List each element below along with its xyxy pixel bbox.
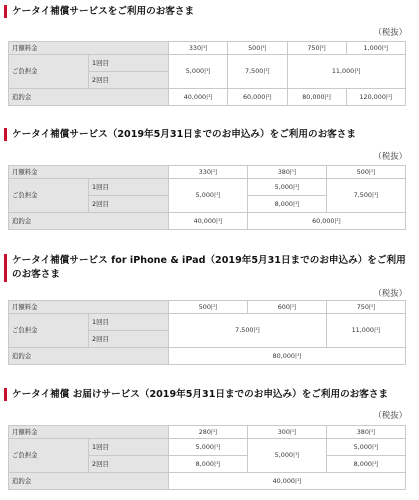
monthly-fee-value: 330円 bbox=[169, 166, 248, 179]
tax-note: （税抜） bbox=[373, 151, 407, 161]
monthly-fee-value: 1,000円 bbox=[346, 42, 405, 55]
fee-table bbox=[8, 425, 406, 490]
second-time-label: 2回目 bbox=[89, 456, 169, 473]
monthly-fee-value: 500円 bbox=[228, 42, 287, 55]
burden-fee-label: ご負担金 bbox=[9, 439, 89, 473]
additional-fee-value: 40,000円 bbox=[169, 89, 228, 106]
additional-fee-label: 追釣金 bbox=[9, 89, 169, 106]
additional-fee-value: 40,000円 bbox=[169, 213, 248, 230]
burden-fee-value: 11,000円 bbox=[327, 314, 406, 348]
monthly-fee-label: 月額料金 bbox=[9, 42, 169, 55]
burden-fee-label: ご負担金 bbox=[9, 55, 89, 89]
additional-fee-label: 追釣金 bbox=[9, 213, 169, 230]
additional-fee-value: 40,000円 bbox=[169, 473, 406, 490]
burden-fee-value: 7,500円 bbox=[327, 179, 406, 213]
tax-note: （税抜） bbox=[373, 288, 407, 298]
burden-fee-label: ご負担金 bbox=[9, 179, 89, 213]
first-time-label: 1回目 bbox=[89, 314, 169, 331]
burden-fee-value: 8,000円 bbox=[248, 196, 327, 213]
additional-fee-value: 60,000円 bbox=[248, 213, 406, 230]
additional-fee-label: 追釣金 bbox=[9, 348, 169, 365]
additional-fee-value: 80,000円 bbox=[169, 348, 406, 365]
additional-fee-label: 追釣金 bbox=[9, 473, 169, 490]
fee-table bbox=[8, 165, 406, 230]
monthly-fee-value: 500円 bbox=[327, 166, 406, 179]
monthly-fee-label: 月額料金 bbox=[9, 426, 169, 439]
first-time-label: 1回目 bbox=[89, 439, 169, 456]
monthly-fee-value: 380円 bbox=[327, 426, 406, 439]
section-title: ケータイ補償サービス for iPhone & iPad（2019年5月31日までのお申込み）をご利用のお客さま bbox=[4, 254, 408, 282]
monthly-fee-label: 月額料金 bbox=[9, 166, 169, 179]
monthly-fee-value: 750円 bbox=[287, 42, 346, 55]
tax-note: （税抜） bbox=[373, 410, 407, 420]
first-time-label: 1回目 bbox=[89, 179, 169, 196]
section-title: ケータイ補償サービスをご利用のお客さま bbox=[4, 5, 408, 18]
additional-fee-value: 120,000円 bbox=[346, 89, 405, 106]
second-time-label: 2回目 bbox=[89, 72, 169, 89]
burden-fee-value: 7,500円 bbox=[169, 314, 327, 348]
fee-table bbox=[8, 41, 406, 106]
burden-fee-value: 5,000円 bbox=[248, 439, 327, 473]
burden-fee-label: ご負担金 bbox=[9, 314, 89, 348]
burden-fee-value: 5,000円 bbox=[248, 179, 327, 196]
tax-note: （税抜） bbox=[373, 27, 407, 37]
monthly-fee-value: 330円 bbox=[169, 42, 228, 55]
monthly-fee-value: 500円 bbox=[169, 301, 248, 314]
first-time-label: 1回目 bbox=[89, 55, 169, 72]
monthly-fee-value: 380円 bbox=[248, 166, 327, 179]
burden-fee-value: 8,000円 bbox=[169, 456, 248, 473]
burden-fee-value: 8,000円 bbox=[327, 456, 406, 473]
burden-fee-value: 5,000円 bbox=[327, 439, 406, 456]
monthly-fee-value: 750円 bbox=[327, 301, 406, 314]
burden-fee-value: 5,000円 bbox=[169, 439, 248, 456]
second-time-label: 2回目 bbox=[89, 196, 169, 213]
fee-table bbox=[8, 300, 406, 365]
section-title: ケータイ補償サービス（2019年5月31日までのお申込み）をご利用のお客さま bbox=[4, 128, 408, 141]
burden-fee-value: 7,500円 bbox=[228, 55, 287, 89]
additional-fee-value: 60,000円 bbox=[228, 89, 287, 106]
burden-fee-value: 11,000円 bbox=[287, 55, 406, 89]
monthly-fee-value: 280円 bbox=[169, 426, 248, 439]
monthly-fee-label: 月額料金 bbox=[9, 301, 169, 314]
burden-fee-value: 5,000円 bbox=[169, 179, 248, 213]
monthly-fee-value: 300円 bbox=[248, 426, 327, 439]
additional-fee-value: 80,000円 bbox=[287, 89, 346, 106]
section-title: ケータイ補償 お届けサービス（2019年5月31日までのお申込み）をご利用のお客さま bbox=[4, 388, 408, 401]
second-time-label: 2回目 bbox=[89, 331, 169, 348]
burden-fee-value: 5,000円 bbox=[169, 55, 228, 89]
monthly-fee-value: 600円 bbox=[248, 301, 327, 314]
